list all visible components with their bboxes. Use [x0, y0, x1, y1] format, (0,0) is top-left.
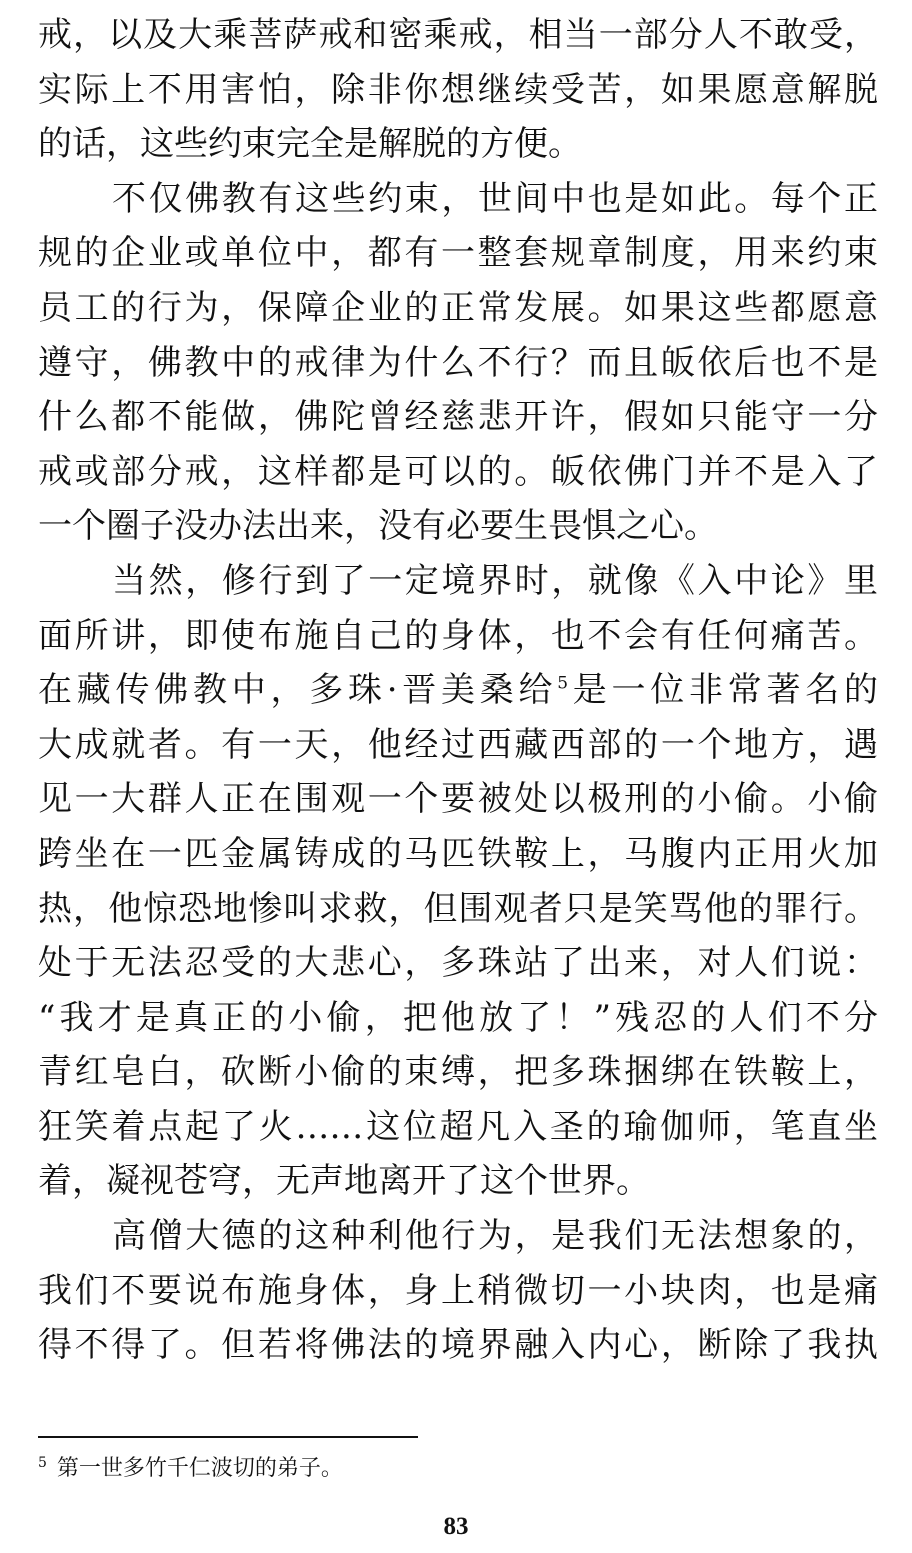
footnote-reference: 5	[557, 673, 569, 694]
footnote-number: 5	[38, 1454, 47, 1471]
text-line: 实际上不用害怕，除非你想继续受苦，如果愿意解脱	[38, 69, 878, 110]
footnote-text: 第一世多竹千仁波切的弟子。	[56, 1456, 343, 1481]
text-line: 戒或部分戒，这样都是可以的。皈依佛门并不是入了	[38, 451, 878, 492]
text-line: 遵守，佛教中的戒律为什么不行？而且皈依后也不是	[38, 342, 878, 383]
text-line: 跨坐在一匹金属铸成的马匹铁鞍上，马腹内正用火加	[38, 833, 878, 874]
text-line: 员工的行为，保障企业的正常发展。如果这些都愿意	[38, 287, 878, 328]
text-line-paragraph-start: 高僧大德的这种利他行为，是我们无法想象的，	[112, 1216, 878, 1257]
text-line: 青红皂白，砍断小偷的束缚，把多珠捆绑在铁鞍上，	[38, 1052, 878, 1093]
footnote-divider	[38, 1436, 418, 1438]
text-line: 得不得了。但若将佛法的境界融入内心，断除了我执	[38, 1325, 878, 1366]
text-line: “我才是真正的小偷，把他放了！”残忍的人们不分	[38, 997, 878, 1038]
text-line: 着，凝视苍穹，无声地离开了这个世界。	[38, 1161, 650, 1202]
text-line: 戒，以及大乘菩萨戒和密乘戒，相当一部分人不敢受，	[38, 15, 878, 55]
text-line: 什么都不能做，佛陀曾经慈悲开许，假如只能守一分	[38, 397, 878, 438]
text-line: 的话，这些约束完全是解脱的方便。	[38, 124, 582, 165]
page-number: 83	[443, 1513, 469, 1540]
text-line: 一个圈子没办法出来，没有必要生畏惧之心。	[38, 506, 718, 547]
body-text	[38, 8, 878, 1373]
text-line: 大成就者。有一天，他经过西藏西部的一个地方，遇	[38, 724, 878, 765]
text-line: 我们不要说布施身体，身上稍微切一小块肉，也是痛	[38, 1270, 878, 1311]
text-segment: 在藏传佛教中，多珠·晋美桑给	[38, 670, 558, 711]
text-line-with-footnote-ref	[38, 663, 878, 718]
text-line: 狂笑着点起了火……这位超凡入圣的瑜伽师，笔直坐	[38, 1106, 878, 1147]
text-line: 面所讲，即使布施自己的身体，也不会有任何痛苦。	[38, 615, 878, 656]
text-line-paragraph-start: 不仅佛教有这些约束，世间中也是如此。每个正	[112, 178, 878, 219]
text-segment: 是一位非常著名的	[568, 670, 878, 711]
text-line: 见一大群人正在围观一个要被处以极刑的小偷。小偷	[38, 779, 878, 820]
text-line: 热，他惊恐地惨叫求救，但围观者只是笑骂他的罪行。	[38, 888, 878, 929]
footnote	[38, 1454, 343, 1484]
text-line: 规的企业或单位中，都有一整套规章制度，用来约束	[38, 233, 878, 274]
text-line: 处于无法忍受的大悲心，多珠站了出来，对人们说：	[38, 943, 878, 984]
text-line-paragraph-start: 当然，修行到了一定境界时，就像《入中论》里	[112, 560, 878, 601]
